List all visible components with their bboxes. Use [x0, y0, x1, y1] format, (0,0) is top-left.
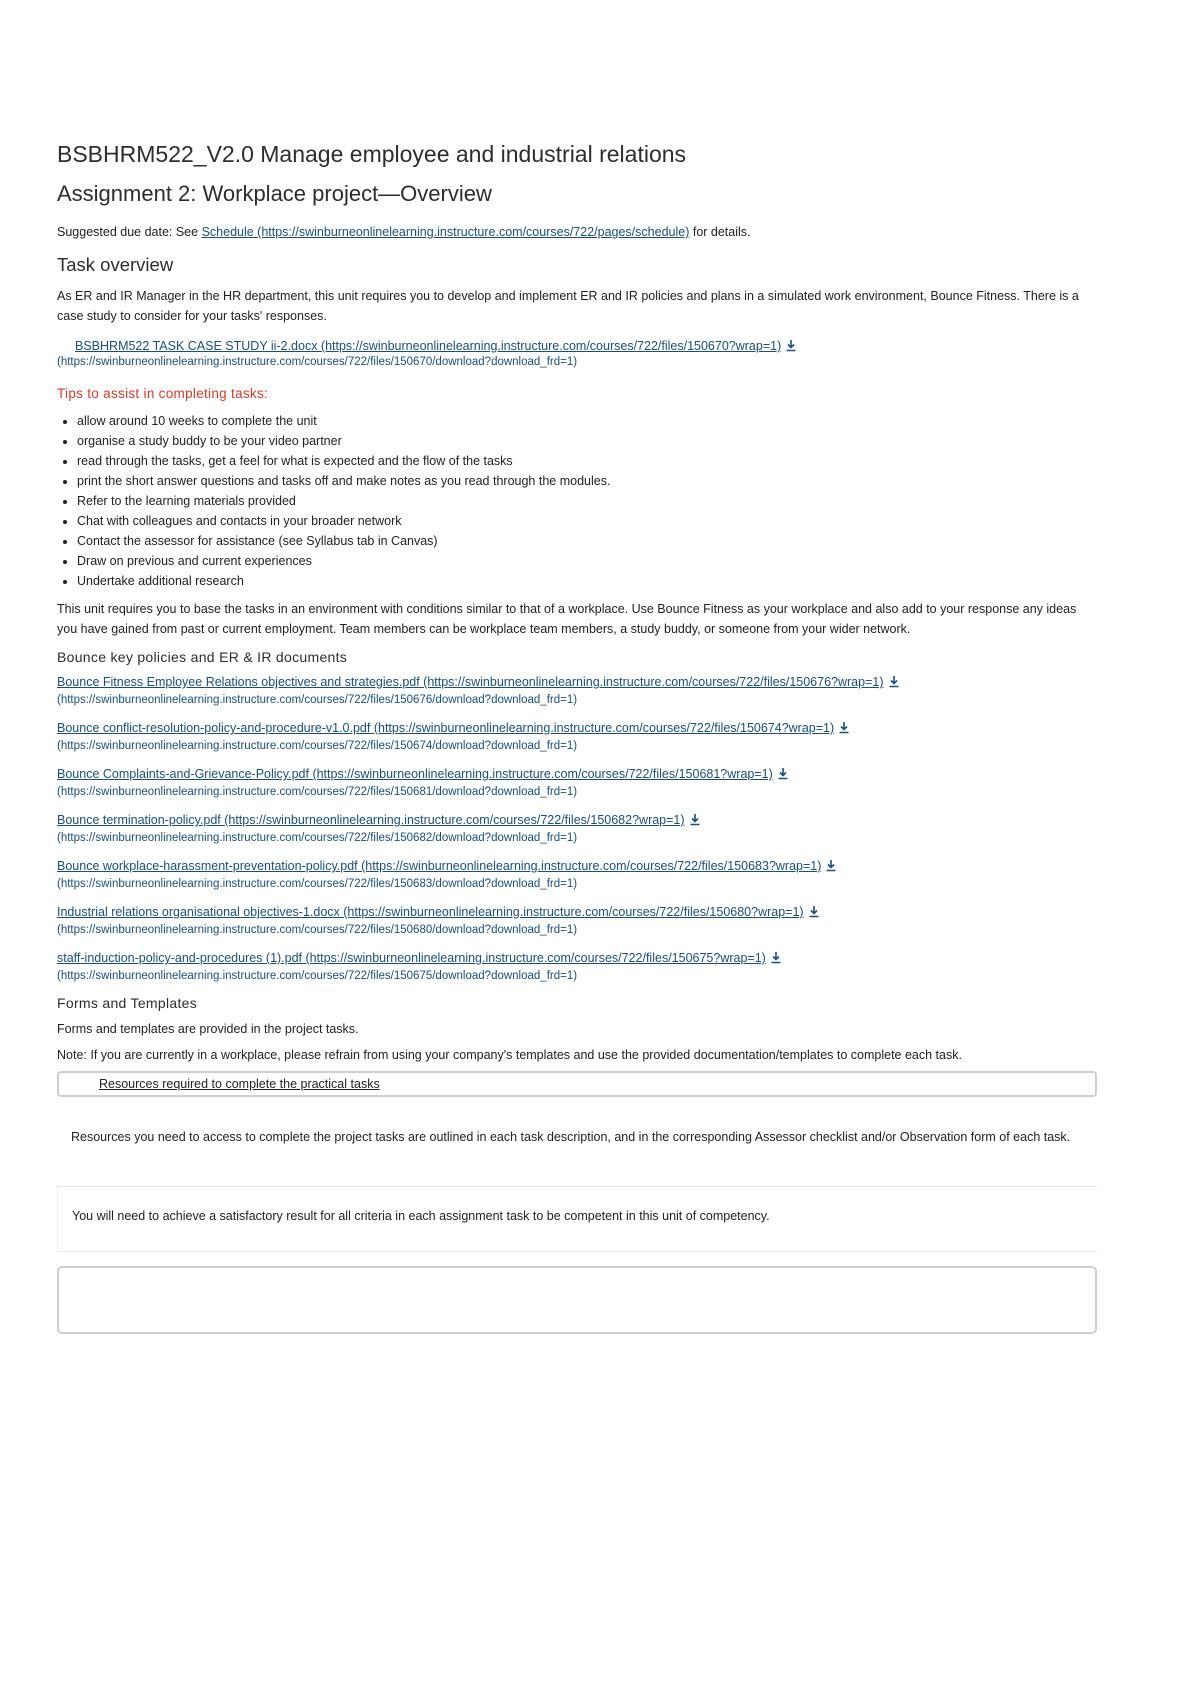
- document-link[interactable]: Bounce workplace-harassment-preventation-policy.pdf (https://swinburneonlinelearning.instructure.com/courses/722/files/150683?wrap=1): [57, 859, 822, 873]
- list-item: • Refer to the learning materials provided: [77, 491, 1097, 511]
- document-item: [57, 719, 1097, 755]
- download-icon[interactable]: [777, 767, 789, 780]
- due-date-line: [57, 222, 1097, 242]
- document-link[interactable]: Bounce termination-policy.pdf (https://swinburneonlinelearning.instructure.com/courses/722/files/150682?wrap=1): [57, 813, 685, 827]
- assignment-title: Assignment 2: Workplace project—Overview: [57, 181, 492, 206]
- due-suffix: for details.: [692, 225, 751, 239]
- document-item: [57, 903, 1097, 939]
- tips-heading: Tips to assist in completing tasks:: [57, 386, 269, 401]
- case-study-link[interactable]: BSBHRM522 TASK CASE STUDY ii-2.docx (https://swinburneonlinelearning.instructure.com/courses/722/files/150670?wrap=1): [75, 339, 782, 353]
- list-item: • allow around 10 weeks to complete the unit: [77, 411, 1097, 431]
- document-link[interactable]: staff-induction-policy-and-procedures (1).pdf (https://swinburneonlinelearning.instructure.com/courses/722/files/150675?wrap=1): [57, 951, 766, 965]
- course-title: BSBHRM522_V2.0 Manage employee and industrial relations: [57, 141, 687, 167]
- list-item: • organise a study buddy to be your video partner: [77, 431, 1097, 451]
- competency-note: [57, 1186, 1097, 1252]
- task-overview-text: As ER and IR Manager in the HR department, this unit requires you to develop and implement ER and IR policies and plans in a simulated work environment, Bounce Fitness. There is a case study to consider for your tasks' responses.: [57, 289, 1079, 323]
- document-link[interactable]: Bounce Fitness Employee Relations objectives and strategies.pdf (https://swinburneonlinelearning.instructure.com/courses/722/files/150676?wrap=1): [57, 675, 884, 689]
- forms-heading: Forms and Templates: [57, 995, 198, 1011]
- competency-note-text: You will need to achieve a satisfactory result for all criteria in each assignment task to be competent in this unit of competency.: [72, 1209, 770, 1223]
- document-link[interactable]: Industrial relations organisational objectives-1.docx (https://swinburneonlinelearning.instructure.com/courses/722/files/150680?wrap=1): [57, 905, 804, 919]
- schedule-link[interactable]: Schedule (https://swinburneonlinelearning.instructure.com/courses/722/pages/schedule): [201, 225, 690, 239]
- document-item: [57, 857, 1097, 893]
- download-icon[interactable]: [808, 905, 820, 918]
- forms-text: Forms and templates are provided in the project tasks.: [57, 1022, 359, 1036]
- task-overview-heading: Task overview: [57, 254, 174, 275]
- empty-panel: [57, 1266, 1097, 1334]
- tips-list: [57, 411, 1097, 591]
- resources-text: Resources you need to access to complete the project tasks are outlined in each task description, and in the corresponding Assessor checklist and/or Observation form of each task.: [71, 1130, 1071, 1144]
- document-item: [57, 949, 1097, 985]
- case-study-link-line: [75, 336, 1097, 356]
- list-item: • Chat with colleagues and contacts in your broader network: [77, 511, 1097, 531]
- list-item: • Draw on previous and current experiences: [77, 551, 1097, 571]
- download-icon[interactable]: [838, 721, 850, 734]
- document-download-url[interactable]: (https://swinburneonlinelearning.instructure.com/courses/722/files/150676/download?download_frd=1): [57, 694, 578, 706]
- forms-note: Note: If you are currently in a workplace, please refrain from using your company's templates and use the provided documentation/templates to complete each task.: [57, 1048, 962, 1062]
- document-download-url[interactable]: (https://swinburneonlinelearning.instructure.com/courses/722/files/150675/download?download_frd=1): [57, 970, 578, 982]
- download-icon[interactable]: [689, 813, 701, 826]
- document-download-url[interactable]: (https://swinburneonlinelearning.instructure.com/courses/722/files/150674/download?download_frd=1): [57, 740, 578, 752]
- document-item: [57, 673, 1097, 709]
- download-icon[interactable]: [785, 338, 797, 351]
- workplace-context-text: This unit requires you to base the tasks in an environment with conditions similar to that of a workplace. Use Bounce Fitness as your workplace and also add to your response any ideas you have gained from past or current employment. Team members can be workplace team members, a study buddy, or someone from your wider network.: [57, 602, 1077, 636]
- list-item: • Undertake additional research: [77, 571, 1097, 591]
- document-link[interactable]: Bounce conflict-resolution-policy-and-procedure-v1.0.pdf (https://swinburneonlinelearning.instructure.com/courses/722/files/150674?wrap=1): [57, 721, 835, 735]
- page-content: [57, 140, 1097, 1334]
- document-item: [57, 765, 1097, 801]
- document-download-url[interactable]: (https://swinburneonlinelearning.instructure.com/courses/722/files/150683/download?download_frd=1): [57, 878, 578, 890]
- document-download-url[interactable]: (https://swinburneonlinelearning.instructure.com/courses/722/files/150681/download?download_frd=1): [57, 786, 578, 798]
- document-item: [57, 811, 1097, 847]
- due-prefix: Suggested due date: See: [57, 225, 199, 239]
- list-item: • print the short answer questions and tasks off and make notes as you read through the modules.: [77, 471, 1097, 491]
- resources-title: Resources required to complete the practical tasks: [99, 1077, 380, 1091]
- download-icon[interactable]: [888, 675, 900, 688]
- case-study-download-url[interactable]: (https://swinburneonlinelearning.instructure.com/courses/722/files/150670/download?download_frd=1): [57, 356, 578, 368]
- list-item: • read through the tasks, get a feel for what is expected and the flow of the tasks: [77, 451, 1097, 471]
- document-link[interactable]: Bounce Complaints-and-Grievance-Policy.pdf (https://swinburneonlinelearning.instructure.com/courses/722/files/150681?wrap=1): [57, 767, 773, 781]
- document-download-url[interactable]: (https://swinburneonlinelearning.instructure.com/courses/722/files/150682/download?download_frd=1): [57, 832, 578, 844]
- documents-heading: Bounce key policies and ER & IR documents: [57, 649, 348, 665]
- resources-toggle[interactable]: [57, 1071, 1097, 1097]
- document-download-url[interactable]: (https://swinburneonlinelearning.instructure.com/courses/722/files/150680/download?download_frd=1): [57, 924, 578, 936]
- download-icon[interactable]: [825, 859, 837, 872]
- list-item: • Contact the assessor for assistance (see Syllabus tab in Canvas): [77, 531, 1097, 551]
- download-icon[interactable]: [770, 951, 782, 964]
